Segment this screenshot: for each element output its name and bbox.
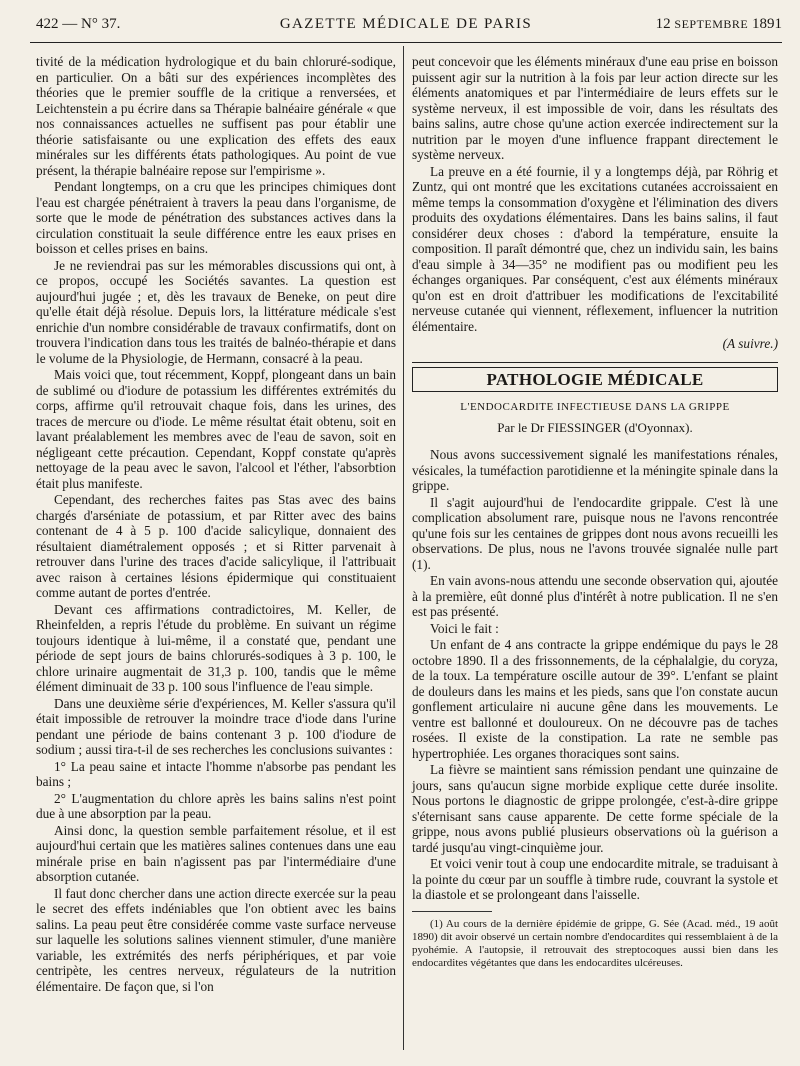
paragraph: tivité de la médication hydrologique et du bain chloruré-sodique, en particulier. On a bâti sur des expériences incomplètes des théories que le premier souffle de la critique a renversées, et Leichtenstein a pu écrire dans sa Thérapie balnéaire générale « que nos connaissances actuelles ne suffisent pas pour établir une théorie satisfaisante ou une explication des effets des eaux minérales sur les différents états pathologiques. Au point de vue présent, la thérapie balnéaire repose sur l'empirisme ». (36, 54, 396, 178)
paragraph: Un enfant de 4 ans contracte la grippe endémique du pays le 28 octobre 1890. Il a des frissonnements, de la céphalalgie, du coryza, de la toux. La température oscille autour de 39°. L'enfant se plaint de douleurs dans les mains et les pieds, sans que l'on constate aucun gonflement articulaire ni aucune gêne dans les mouvements. Le ventre est ballonné et douloureux. On ne découvre pas de taches rosées. Il existe de la constipation. La rate ne semble pas hypertrophiée. Les organes thoraciques sont sains. (412, 637, 778, 761)
paragraph: 1° La peau saine et intacte l'homme n'absorbe pas pendant les bains ; (36, 758, 396, 789)
journal-title: GAZETTE MÉDICALE DE PARIS (279, 16, 533, 32)
paragraph: Je ne reviendrai pas sur les mémorables discussions qui ont, à ce propos, occupé les Sociétés savantes. La question est aujourd'hui jugée ; et, dès les travaux de Beneke, on peut dire qu'elle était déjà résolue. Depuis lors, la littérature médicale s'est enrichie d'un nombre considérable de travaux confirmatifs, dont on trouvera l'indication dans tous les traités de balnéo-thérapie et dans le volume de la Physiologie, de Hermann, consacré à la peau. (36, 257, 396, 366)
paragraph: La preuve en a été fournie, il y a longtemps déjà, par Röhrig et Zuntz, qui ont montré que les excitations cutanées accroissaient en même temps la consommation d'oxygène et l'élimination des divers produits des oxydations élémentaires. Dans les bains salins, il faut considérer deux choses : d'abord la température, ensuite la composition. Il paraît démontré que, chez un individu sain, les bains d'eau simple à 34—35° ne modifient pas ou modifient peu les échanges organiques. Par conséquent, c'est aux éléments minéraux qu'on est en droit d'attribuer les modifications de l'excitabilité nerveuse cutanée qui viennent, réflexement, influencer la nutrition élémentaire. (412, 163, 778, 334)
paragraph: Il faut donc chercher dans une action directe exercée sur la peau le secret des effets indéniables que l'on obtient avec les bains salins. La peau peut être considérée comme vaste surface nerveuse sur laquelle les solutions salines viennent stimuler, d'une manière variable, les extrémités des nerfs périphériques, et par voie centripète, les centres nerveux, régulateurs de la nutrition élémentaire. De façon que, si l'on (36, 885, 396, 994)
paragraph: peut concevoir que les éléments minéraux d'une eau prise en boisson puissent agir sur la nutrition à la fois par leur action directe sur les éléments anatomiques et par l'intermédiaire de leurs effets sur le système nerveux, il est impossible de voir, dans les résultats des bains salins, autre chose qu'une action exercée indirectement sur la nutrition par le moyen d'une influence frappant directement le système nerveux. (412, 54, 778, 162)
header-rule (30, 42, 782, 43)
to-be-continued: (A suivre.) (722, 336, 778, 351)
paragraph: Et voici venir tout à coup une endocardite mitrale, se traduisant à la pointe du cœur par un souffle à timbre rude, couvrant la systole et la diastole et se prolongeant dans l'aisselle. (412, 856, 778, 902)
article-title: L'ENDOCARDITE INFECTIEUSE DANS LA GRIPPE (460, 401, 730, 413)
paragraph: La fièvre se maintient sans rémission pendant une quinzaine de jours, sans qu'aucun signe morbide explique cette durée insolite. Nous portons le diagnostic de grippe prolongée, c'est-à-dire grippe s'éternisant sans cause apparente. De cette forme spéciale de la grippe, nous avons publié plusieurs observations où la guérison a tardé jusqu'au vingt-cinquième jour. (412, 762, 778, 855)
paragraph: Voici le fait : (430, 620, 499, 636)
page-header (30, 10, 782, 40)
paragraph: 2° L'augmentation du chlore après les bains salins n'est point due à une absorption par la peau. (36, 790, 396, 821)
column-divider (403, 46, 404, 1050)
paragraph: Ainsi donc, la question semble parfaitement résolue, et il est aujourd'hui certain que les matières salines contenues dans une eau minérale prise en bain n'agissent pas par l'intermédiaire d'une absorption cutanée. (36, 822, 396, 884)
article-byline: Par le Dr FIESSINGER (d'Oyonnax). (497, 419, 693, 435)
right-column (412, 54, 778, 970)
paragraph: Dans une deuxième série d'expériences, M. Keller s'assura qu'il était impossible de retrouver la moindre trace d'iode dans l'urine pendant une période de bains contenant 3 p. 100 d'iodure de sodium ; aussi tira-t-il de ses recherches les conclusions suivantes : (36, 695, 396, 757)
paragraph: Devant ces affirmations contradictoires, M. Keller, de Rheinfelden, a repris l'étude du problème. En suivant un régime toujours identique à lui-même, il a constaté que, pendant une période de sept jours de bains chlorurés-sodiques à 3 p. 100, le chlore urinaire augmentait de 31,3 p. 100, tandis que le même élément diminuait de 33 p. 100 sous l'influence de l'eau simple. (36, 601, 396, 694)
paragraph: Pendant longtemps, on a cru que les principes chimiques dont l'eau est chargée pénétraient à travers la peau dans l'organisme, de sorte que le mode de pénétration des substances actives dans la circulation constituait la seule différence entre les eaux prises en boisson et celles prises en bains. (36, 179, 396, 256)
paragraph: En vain avons-nous attendu une seconde observation qui, ajoutée à la première, eût donné plus d'intérêt à notre publication. Il ne s'en est pas présenté. (412, 573, 778, 619)
paragraph: Mais voici que, tout récemment, Koppf, plongeant dans un bain de sublimé ou d'iodure de potassium les différentes extrémités du corps, affirme qu'il retrouvait chaque fois, dans les urines, des traces de mercure ou d'iode. Le même résultat était obtenu, soit en lavant préalablement les membres avec de l'eau de savon, soit en négligeant cette précaution. Cependant, Koppf constate qu'après nettoyage de la peau avec le savon, l'alcool et l'éther, l'absorbtion était plus manifeste. (36, 367, 396, 491)
page-number: 422 — N° 37. (36, 16, 121, 32)
footnote: (1) Au cours de la dernière épidémie de grippe, G. Sée (Acad. méd., 19 août 1890) dit avoir observé un certain nombre d'endocardites qui ressemblaient à de la pyohémie. A l'autopsie, il retrouvait des streptocoques aussi bien dans les endocardites végétantes que dans les endocardites ulcéreuses. (412, 917, 778, 969)
section-title: PATHOLOGIE MÉDICALE (412, 367, 778, 393)
left-column (36, 54, 396, 994)
section-separator (412, 362, 778, 363)
paragraph: Nous avons successivement signalé les manifestations rénales, vésicales, la tuméfaction parotidienne et la méningite spinale dans la grippe. (412, 447, 778, 493)
footnote-rule (412, 911, 492, 912)
paragraph: Cependant, des recherches faites pas Stas avec des bains chargés d'arséniate de potassium, et par Ritter avec des bains contenant de 4 à 5 p. 100 d'acide salicylique, donnaient des résultaient diamétralement opposés ; et si Ritter parvenait à retrouver dans l'urine des traces d'acide salicylique, il l'attribuait avec raison à certaines lésions épidermique qui constituaient comme autant de portes d'entrée. (36, 492, 396, 600)
issue-date: 12 SEPTEMBRE 1891 (655, 16, 782, 32)
paragraph: Il s'agit aujourd'hui de l'endocardite grippale. C'est là une complication absolument rare, puisque nous ne l'avons rencontrée qu'une fois sur les centaines de grippes dont nous avons recueilli les observations. De plus, nous ne l'avons trouvée signalée nulle part (1). (412, 494, 778, 572)
